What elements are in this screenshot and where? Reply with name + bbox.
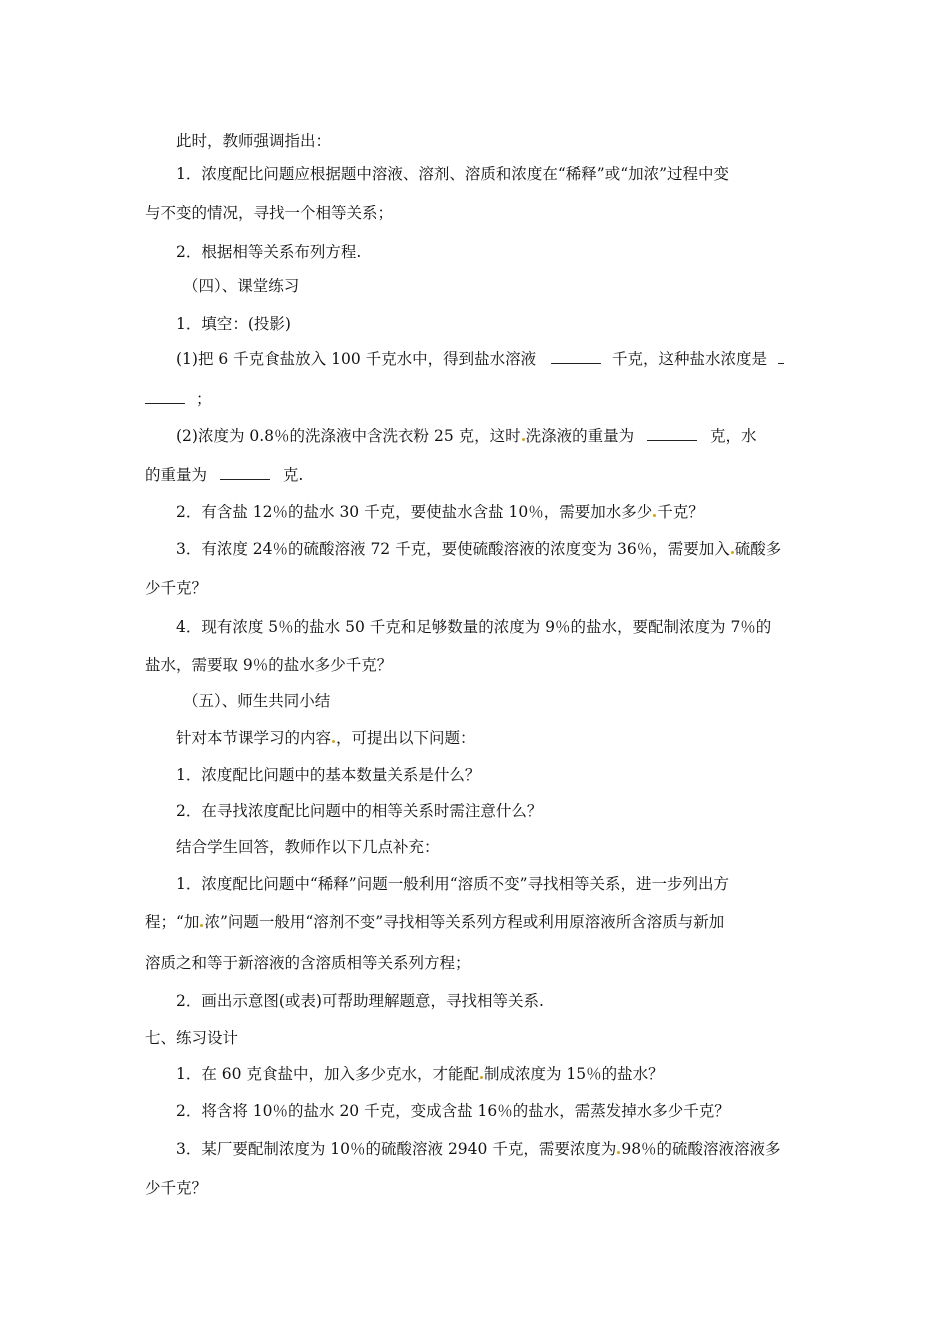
homework-2: 2．将含将 10％的盐水 20 千克，变成含盐 16％的盐水，需蒸发掉水多少千克？ — [176, 1102, 730, 1120]
summary-question-2: 2．在寻找浓度配比问题中的相等关系时需注意什么？ — [176, 802, 543, 820]
exercise-1-1-text-b: 千克，这种盐水浓度是 — [612, 350, 768, 368]
exercise-4-line-2: 盐水，需要取 9％的盐水多少千克？ — [145, 656, 393, 674]
exercise-1-2-text-e: 克. — [282, 466, 304, 484]
exercise-1-2-text-a: (2)浓度为 0.8％的洗涤液中含洗衣粉 25 克，这时 — [176, 427, 521, 445]
exercise-4-line-1: 4．现有浓度 5％的盐水 50 千克和足够数量的浓度为 9％的盐水，要配制浓度为 7％的 — [176, 618, 772, 636]
mark-dot — [332, 740, 335, 743]
answer-blank-solution-weight[interactable] — [551, 349, 601, 364]
summary-intro-text-a: 针对本节课学习的内容 — [176, 729, 332, 747]
exercise-2-text-b: 千克？ — [657, 503, 704, 521]
exercise-1-2-line-1 — [176, 426, 757, 446]
exercise-2-text-a: 2．有含盐 12％的盐水 30 千克，要使盐水含盐 10％，需要加水多少 — [176, 503, 653, 521]
section-heading-practice: （四）、课堂练习 — [183, 277, 300, 295]
supplement-2: 2．画出示意图(或表)可帮助理解题意，寻找相等关系. — [176, 992, 544, 1010]
section-heading-summary: （五）、师生共同小结 — [183, 692, 331, 710]
homework-1-text-a: 1．在 60 克食盐中，加入多少克水，才能配 — [176, 1065, 479, 1083]
exercise-1-2-text-b: 洗涤液的重量为 — [525, 427, 635, 445]
mark-dot — [480, 1076, 483, 1079]
point-1-line-2: 与不变的情况，寻找一个相等关系； — [145, 204, 394, 222]
exercise-1-2-text-d: 的重量为 — [145, 466, 208, 484]
supplement-1-line-1: 1．浓度配比问题中“稀释”问题一般利用“溶质不变”寻找相等关系，进一步列出方 — [176, 875, 730, 893]
answer-blank-water-weight[interactable] — [220, 465, 270, 480]
homework-3-text-a: 3．某厂要配制浓度为 10％的硫酸溶液 2940 千克，需要浓度为 — [176, 1140, 617, 1158]
mark-dot — [200, 924, 203, 927]
homework-1-text-b: 制成浓度为 15％的盐水？ — [483, 1065, 664, 1083]
summary-question-1: 1．浓度配比问题中的基本数量关系是什么？ — [176, 766, 481, 784]
homework-3-text-b: 98％的硫酸溶液溶液多 — [621, 1140, 781, 1158]
summary-intro — [176, 728, 476, 748]
paragraph-teacher-emphasis: 此时，教师强调指出： — [176, 132, 332, 150]
exercise-1-1-text-a: (1)把 6 千克食盐放入 100 千克水中，得到盐水溶液 — [176, 350, 537, 368]
homework-3-line-2: 少千克？ — [145, 1179, 208, 1197]
exercise-1-1-text-c: ； — [195, 390, 212, 408]
mark-dot — [617, 1151, 620, 1154]
exercise-3-text-b: 硫酸多 — [734, 540, 782, 558]
exercise-1-2-line-2 — [145, 465, 303, 485]
mark-dot — [522, 438, 525, 441]
homework-1 — [176, 1064, 664, 1084]
exercise-1-2-text-c: 克，水 — [710, 427, 757, 445]
supplement-1-line-2 — [145, 912, 724, 932]
homework-3-line-1 — [176, 1139, 781, 1159]
exercise-2 — [176, 502, 704, 522]
exercise-1-1-line-2 — [145, 389, 211, 409]
mark-dot — [731, 551, 734, 554]
answer-blank-concentration[interactable] — [145, 389, 185, 404]
summary-intro-text-b: ，可提出以下问题： — [336, 729, 476, 747]
exercise-1-title: 1．填空：(投影) — [176, 315, 291, 333]
point-2: 2．根据相等关系布列方程. — [176, 243, 362, 261]
supplement-1-line-3: 溶质之和等于新溶液的含溶质相等关系列方程； — [145, 954, 471, 972]
mark-dot — [653, 514, 656, 517]
exercise-3-text-a: 3．有浓度 24％的硫酸溶液 72 千克，要使硫酸溶液的浓度变为 36％，需要加入 — [176, 540, 730, 558]
exercise-1-1-line-1 — [176, 349, 784, 369]
exercise-3-line-1 — [176, 539, 781, 559]
answer-blank-detergent-weight[interactable] — [647, 426, 697, 441]
section-heading-exercises: 七、练习设计 — [145, 1029, 239, 1047]
exercise-3-line-2: 少千克？ — [145, 579, 208, 597]
answer-blank-concentration-start[interactable] — [778, 349, 784, 364]
supplement-1-text-b: 浓”问题一般用“溶剂不变”寻找相等关系列方程或利用原溶液所含溶质与新加 — [204, 913, 725, 931]
point-1-line-1: 1．浓度配比问题应根据题中溶液、溶剂、溶质和浓度在“稀释”或“加浓”过程中变 — [176, 165, 730, 183]
supplement-1-text-a: 程；“加 — [145, 913, 200, 931]
summary-supplement-intro: 结合学生回答，教师作以下几点补充： — [176, 838, 440, 856]
